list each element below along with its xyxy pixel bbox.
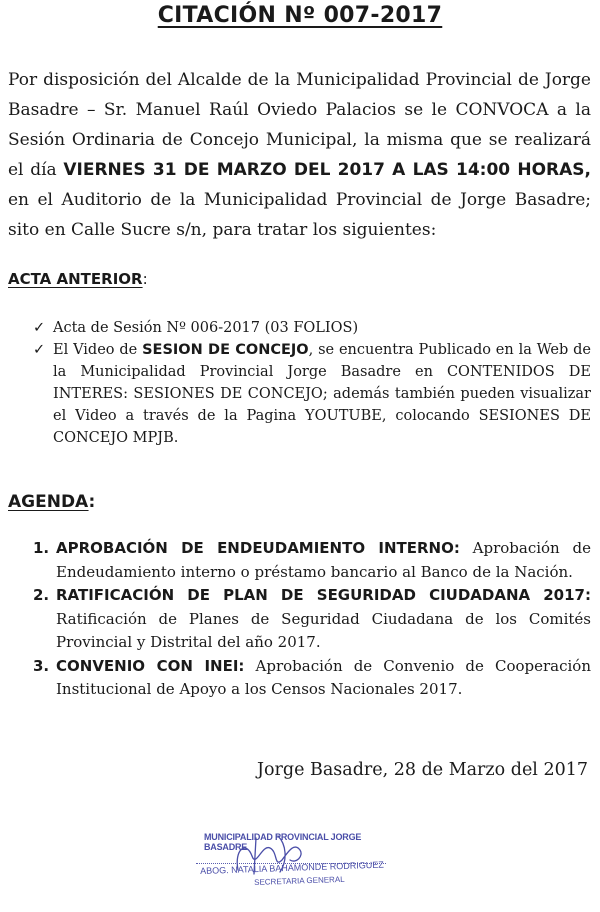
agenda-heading xyxy=(8,492,95,512)
agenda-item-description: Aprobación de Convenio de Cooperación Institucional de Apoyo a los Censos Nacionales 2017. xyxy=(56,656,591,698)
agenda-item-3 xyxy=(33,655,591,702)
acta-anterior-heading-text: ACTA ANTERIOR xyxy=(8,270,143,288)
stamp-institution: MUNICIPALIDAD PROVINCIAL JORGE BASADRE xyxy=(204,832,362,852)
agenda-item-title: RATIFICACIÓN DE PLAN DE SEGURIDAD CIUDADANA 2017: xyxy=(56,586,591,604)
acta-item-text-after: , se encuentra Publicado en la Web de la Municipalidad Provincial Jorge Basadre en CONTENIDOS DE INTERES: SESIONES DE CONCEJO; además también pueden visualizar el Video a través de la Pagina YOUTUBE, colocando SESIONES DE CONCEJO MPJB. xyxy=(53,342,592,446)
checkmark-icon: ✓ xyxy=(33,342,46,358)
acta-item-text-before: El Video de xyxy=(53,342,143,358)
acta-item-1 xyxy=(33,317,591,339)
acta-item-bold: SESION DE CONCEJO xyxy=(142,342,309,358)
acta-anterior-heading xyxy=(8,270,148,288)
acta-anterior-list xyxy=(33,317,591,449)
official-stamp xyxy=(196,826,396,912)
intro-text-before: Por disposición del Alcalde de la Municipalidad Provincial de Jorge Basadre – Sr. Manuel Raúl Oviedo Palacios se le CONVOCA a la Sesión Ordinaria de Concejo Municipal, la misma que se realizará el día xyxy=(8,70,591,180)
agenda-item-title: CONVENIO CON INEI: xyxy=(56,656,245,675)
agenda-heading-text: AGENDA xyxy=(8,492,89,512)
agenda-item-number: 1. xyxy=(33,539,50,557)
checkmark-icon: ✓ xyxy=(33,320,46,336)
agenda-item-1 xyxy=(33,537,591,584)
stamp-position: SECRETARIA GENERAL xyxy=(254,874,345,887)
agenda-item-number: 2. xyxy=(33,586,50,604)
agenda-item-2 xyxy=(33,584,591,655)
agenda-list xyxy=(33,537,591,702)
intro-text-after: en el Auditorio de la Municipalidad Provincial de Jorge Basadre; sito en Calle Sucre s/n, para tratar los siguientes: xyxy=(8,190,591,240)
acta-anterior-heading-colon: : xyxy=(142,270,148,288)
place-date: Jorge Basadre, 28 de Marzo del 2017 xyxy=(256,760,588,780)
acta-item-2 xyxy=(33,339,591,449)
agenda-item-description: Aprobación de Endeudamiento interno o préstamo bancario al Banco de la Nación. xyxy=(56,539,591,581)
intro-datetime: VIERNES 31 DE MARZO DEL 2017 A LAS 14:00 HORAS, xyxy=(63,160,591,180)
acta-item-text: Acta de Sesión Nº 006-2017 (03 FOLIOS) xyxy=(53,320,359,336)
agenda-item-description: Ratificación de Planes de Seguridad Ciudadana de los Comités Provincial y Distrital del año 2017. xyxy=(56,609,591,651)
document-title xyxy=(0,3,600,28)
stamp-name: ABOG. NATALIA BAHAMONDE RODRIGUEZ xyxy=(200,859,384,876)
document-title-text: CITACIÓN Nº 007-2017 xyxy=(157,3,443,28)
agenda-item-title: APROBACIÓN DE ENDEUDAMIENTO INTERNO: xyxy=(56,539,460,557)
intro-paragraph xyxy=(8,65,591,245)
agenda-item-number: 3. xyxy=(33,656,50,675)
agenda-heading-colon: : xyxy=(88,492,96,512)
